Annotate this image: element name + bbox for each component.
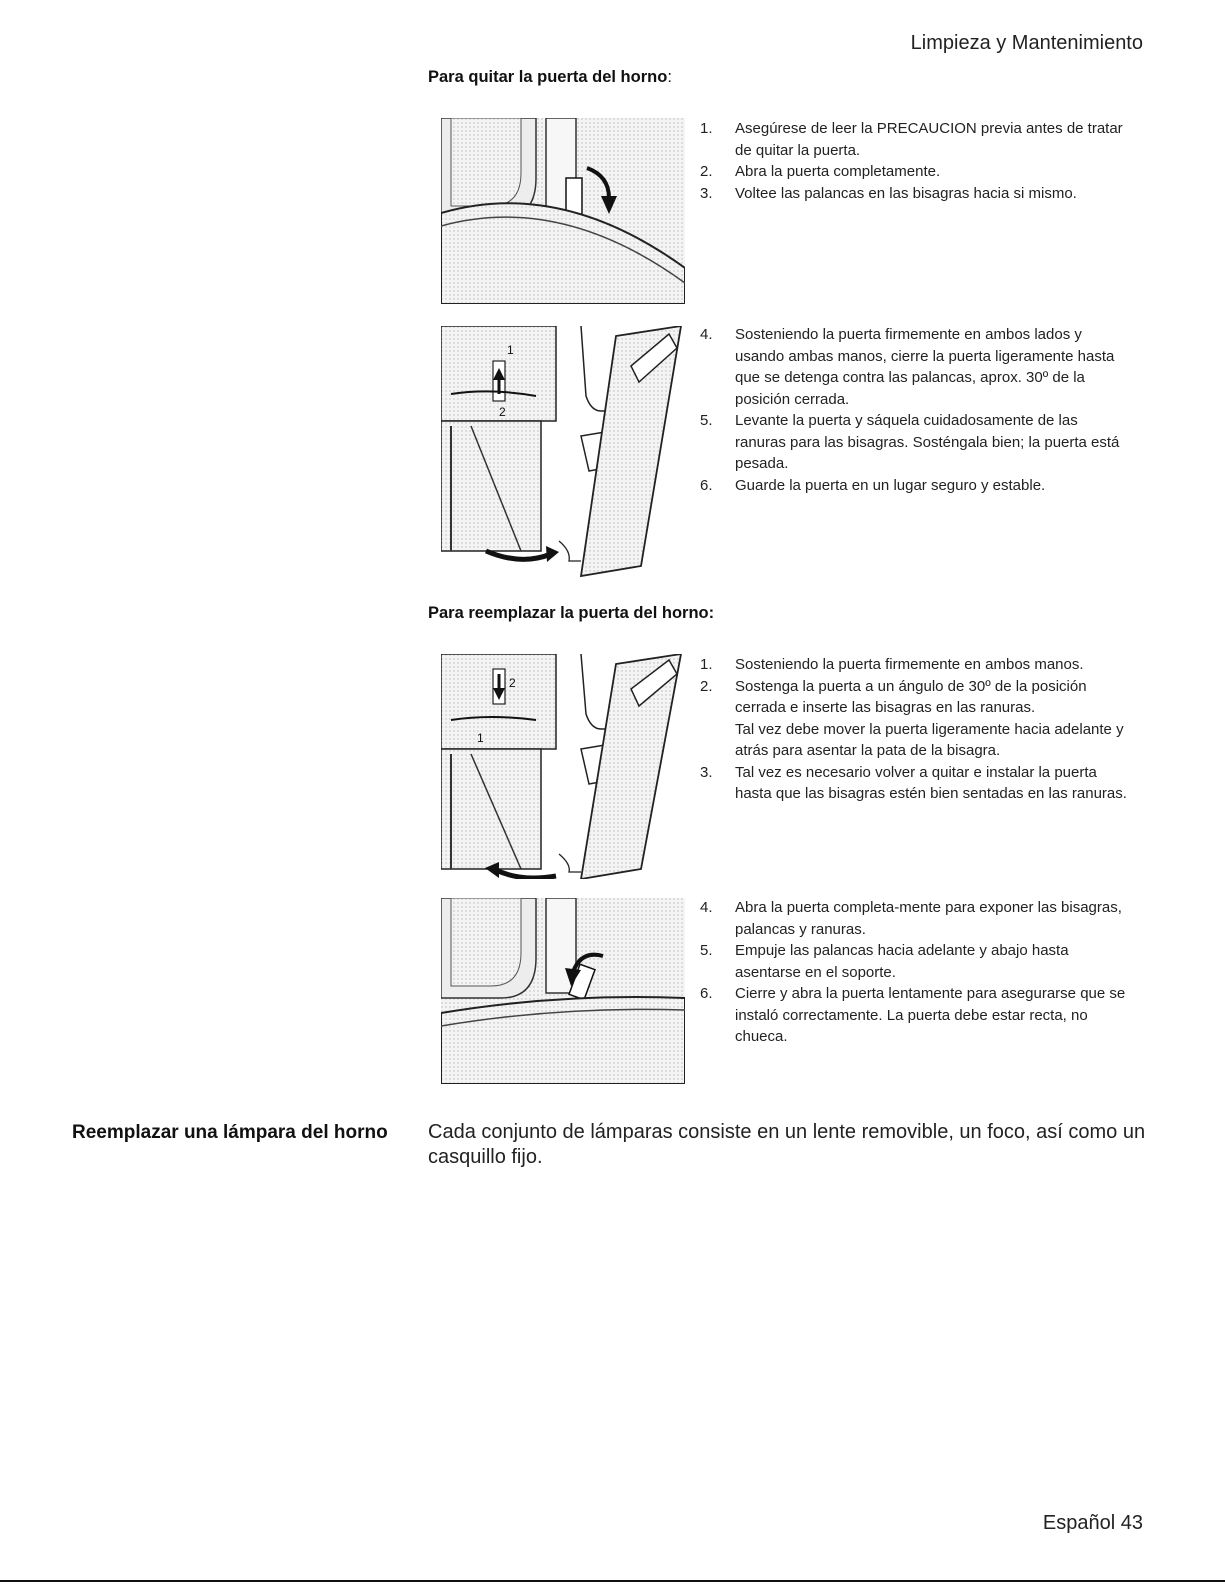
step-number: 2. [700, 677, 713, 695]
arrow-label-2: 2 [499, 405, 506, 419]
step-number: 3. [700, 763, 713, 781]
list-item [700, 410, 1130, 475]
step-text: Guarde la puerta en un lugar seguro y estable. [735, 476, 1046, 494]
arrow-label-1: 1 [477, 731, 484, 745]
step-number: 4. [700, 899, 713, 916]
hinge-lever-figure [441, 118, 685, 304]
remove-door-heading-colon: : [667, 68, 672, 86]
running-header: Limpieza y Mantenimiento [910, 32, 1143, 54]
list-item [700, 324, 1130, 410]
replace-door-steps-1-3 [700, 654, 1130, 805]
lever-reset-figure [441, 898, 685, 1084]
list-item [700, 762, 1130, 805]
list-item [700, 475, 1130, 497]
step-number: 6. [700, 985, 713, 1002]
step-number: 2. [700, 163, 713, 180]
step-text: Asegúrese de leer la PRECAUCION previa antes de tratar de quitar la puerta. [735, 120, 1123, 159]
replace-door-steps-4-6 [700, 897, 1130, 1048]
door-insertion-figure [441, 654, 693, 879]
step-text: Levante la puerta y sáquela cuidadosamente de las ranuras para las bisagras. Sosténgala bien; la puerta está pesada. [735, 412, 1120, 472]
arrow-label-1: 1 [507, 343, 514, 357]
lamp-section-body: Cada conjunto de lámparas consiste en un lente removible, un foco, así como un casquillo fijo. [428, 1121, 1146, 1168]
step-text: Sosteniendo la puerta firmemente en ambos manos. [735, 656, 1084, 673]
step-number: 6. [700, 476, 713, 494]
door-removal-figure [441, 326, 693, 578]
remove-door-heading-text: Para quitar la puerta del horno [428, 68, 668, 86]
step-number: 1. [700, 120, 713, 137]
remove-door-steps-1-3 [700, 118, 1130, 204]
step-text: Abra la puerta completamente. [735, 163, 941, 180]
step-text: Sosteniendo la puerta firmemente en ambos lados y usando ambas manos, cierre la puerta ligeramente hasta que se detenga contra las palancas, aprox. 30º de la posición cerrada. [735, 326, 1115, 408]
arrow-label-2: 2 [509, 676, 516, 690]
step-number: 4. [700, 326, 713, 343]
list-item [700, 897, 1130, 940]
list-item [700, 940, 1130, 983]
list-item [700, 676, 1130, 762]
step-text: Voltee las palancas en las bisagras hacia si mismo. [735, 184, 1077, 202]
step-number: 1. [700, 656, 713, 673]
replace-door-heading: Para reemplazar la puerta del horno: [428, 604, 715, 622]
list-item [700, 161, 1130, 183]
remove-door-steps-4-6 [700, 324, 1130, 496]
list-item [700, 983, 1130, 1048]
step-text: Empuje las palancas hacia adelante y abajo hasta asentarse en el soporte. [735, 942, 1069, 981]
bottom-rule [0, 1580, 1225, 1582]
step-extra-text: Tal vez debe mover la puerta ligeramente hacia adelante y atrás para asentar la pata de la bisagra. [735, 720, 1124, 759]
step-number: 5. [700, 412, 713, 429]
list-item [700, 654, 1130, 676]
step-text: Cierre y abra la puerta lentamente para asegurarse que se instaló correctamente. La puerta debe estar recta, no chueca. [735, 985, 1126, 1045]
step-number: 5. [700, 942, 713, 959]
lamp-section-title: Reemplazar una lámpara del horno [72, 1122, 388, 1143]
step-number: 3. [700, 184, 713, 202]
list-item [700, 118, 1130, 161]
list-item [700, 183, 1130, 205]
remove-door-heading [428, 68, 672, 87]
page-footer: Español 43 [1042, 1512, 1143, 1534]
step-text: Sostenga la puerta a un ángulo de 30º de la posición cerrada e inserte las bisagras en las ranuras. [735, 677, 1087, 716]
step-text: Abra la puerta completa-mente para exponer las bisagras, palancas y ranuras. [735, 899, 1122, 938]
step-text: Tal vez es necesario volver a quitar e instalar la puerta hasta que las bisagras estén bien sentadas en las ranuras. [735, 763, 1127, 802]
